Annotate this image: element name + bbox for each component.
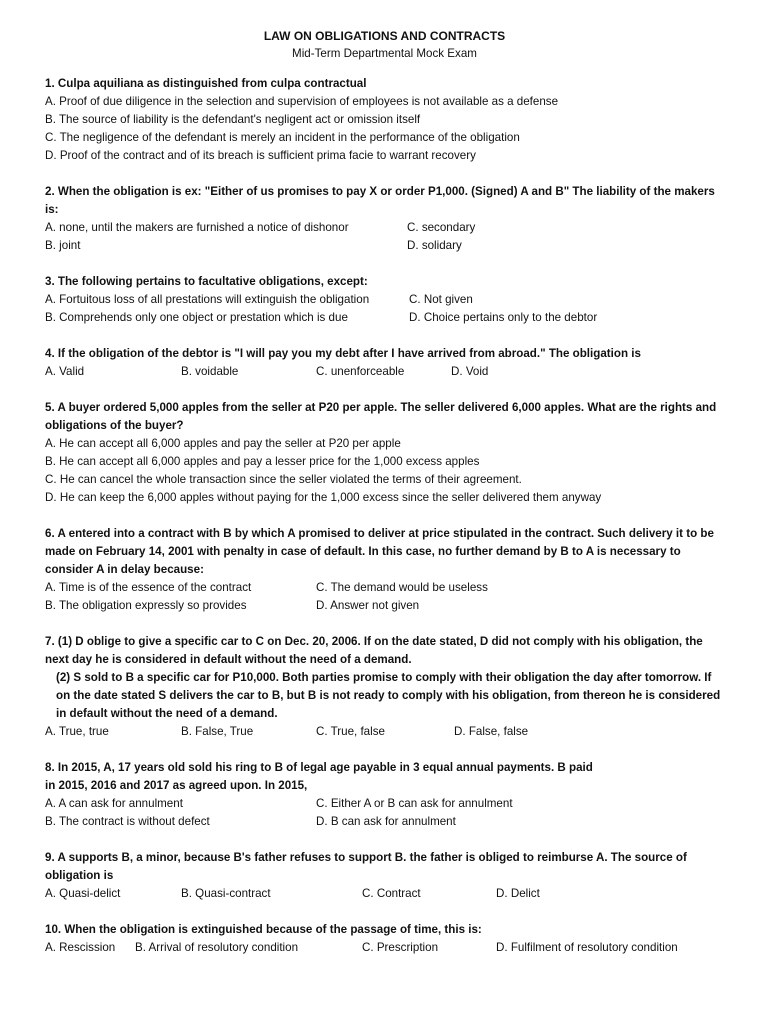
question-3	[45, 273, 724, 327]
document-title: LAW ON OBLIGATIONS AND CONTRACTS	[263, 29, 506, 43]
question-7-option-b: B. False, True	[181, 725, 254, 738]
question-2-options-row-2	[45, 237, 724, 255]
question-3-option-a: A. Fortuitous loss of all prestations will extinguish the obligation	[45, 293, 370, 306]
question-9-option-b: B. Quasi-contract	[181, 887, 271, 900]
question-3-text: 3. The following pertains to facultative obligations, except:	[45, 275, 368, 288]
question-5-option-d: D. He can keep the 6,000 apples without paying for the 1,000 excess since the seller delivered them anyway	[45, 491, 602, 504]
question-9-option-c: C. Contract	[362, 887, 421, 900]
question-8-text-line-1: 8. In 2015, A, 17 years old sold his ring to B of legal age payable in 3 equal annual payments. B paid	[45, 761, 593, 774]
question-7-text-part-1: 7. (1) D oblige to give a specific car to C on Dec. 20, 2006. If on the date stated, D did not comply with his obligation, the next day he is considered in default without the need of a demand.	[45, 635, 703, 666]
question-2-option-c: C. secondary	[407, 221, 476, 234]
question-3-options-row-2	[45, 309, 724, 327]
question-8-text-line-2: in 2015, 2016 and 2017 as agreed upon. In 2015,	[45, 779, 308, 792]
question-6-option-d: D. Answer not given	[316, 599, 420, 612]
question-4-options-row	[45, 363, 724, 381]
question-8-options-row-2	[45, 813, 724, 831]
question-1-option-a: A. Proof of due diligence in the selection and supervision of employees is not available as a defense	[45, 95, 559, 108]
question-3-option-b: B. Comprehends only one object or prestation which is due	[45, 311, 348, 324]
question-9-text: 9. A supports B, a minor, because B's father refuses to support B. the father is obliged to reimburse A. The source of obligation is	[45, 851, 687, 882]
question-2-option-a: A. none, until the makers are furnished a notice of dishonor	[45, 221, 349, 234]
question-2	[45, 183, 724, 255]
question-4	[45, 345, 724, 381]
question-10-option-b: B. Arrival of resolutory condition	[135, 941, 299, 954]
question-5	[45, 399, 724, 507]
question-6	[45, 525, 724, 615]
question-7-option-a: A. True, true	[45, 725, 109, 738]
question-4-option-d: D. Void	[451, 365, 489, 378]
question-9	[45, 849, 724, 903]
question-1	[45, 75, 724, 165]
question-4-option-a: A. Valid	[45, 365, 85, 378]
question-6-text: 6. A entered into a contract with B by which A promised to deliver at price stipulated in the contract. Such delivery it to be made on February 14, 2001 with penalty in case of default. In this case, no further demand by B to A is necessary to consider A in delay because:	[45, 527, 714, 576]
question-5-option-a: A. He can accept all 6,000 apples and pay the seller at P20 per apple	[45, 437, 401, 450]
question-2-options-row-1	[45, 219, 724, 237]
question-5-option-c: C. He can cancel the whole transaction since the seller violated the terms of their agreement.	[45, 473, 522, 486]
question-1-text: 1. Culpa aquiliana as distinguished from culpa contractual	[45, 77, 367, 90]
question-1-option-c: C. The negligence of the defendant is merely an incident in the performance of the obligation	[45, 131, 520, 144]
question-10-option-d: D. Fulfilment of resolutory condition	[496, 941, 678, 954]
question-2-text: 2. When the obligation is ex: "Either of us promises to pay X or order P1,000. (Signed) A and B" The liability of the makers is:	[45, 185, 715, 216]
question-5-option-b: B. He can accept all 6,000 apples and pay a lesser price for the 1,000 excess apples	[45, 455, 480, 468]
question-7-options-row	[45, 723, 724, 741]
question-8-option-a: A. A can ask for annulment	[45, 797, 183, 810]
question-6-options-row-2	[45, 597, 724, 615]
question-7-option-c: C. True, false	[316, 725, 385, 738]
question-6-option-a: A. Time is of the essence of the contract	[45, 581, 252, 594]
question-8-option-c: C. Either A or B can ask for annulment	[316, 797, 513, 810]
question-7-option-d: D. False, false	[454, 725, 529, 738]
question-10	[45, 921, 724, 957]
question-8-option-d: D. B can ask for annulment	[316, 815, 456, 828]
question-6-option-b: B. The obligation expressly so provides	[45, 599, 247, 612]
question-9-options-row	[45, 885, 724, 903]
question-5-text: 5. A buyer ordered 5,000 apples from the seller at P20 per apple. The seller delivered 6,000 apples. What are the rights and obligations of the buyer?	[45, 401, 717, 432]
document-subtitle: Mid-Term Departmental Mock Exam	[292, 47, 477, 60]
question-4-text: 4. If the obligation of the debtor is "I will pay you my debt after I have arrived from abroad." The obligation is	[45, 347, 641, 360]
question-1-option-d: D. Proof of the contract and of its breach is sufficient prima facie to warrant recovery	[45, 149, 476, 162]
question-7	[45, 633, 724, 741]
question-2-option-d: D. solidary	[407, 239, 462, 252]
question-10-options-row	[45, 939, 724, 957]
question-3-option-d: D. Choice pertains only to the debtor	[409, 311, 598, 324]
question-10-text: 10. When the obligation is extinguished because of the passage of time, this is:	[45, 923, 482, 936]
question-6-option-c: C. The demand would be useless	[316, 581, 488, 594]
question-8-options-row-1	[45, 795, 724, 813]
question-4-option-b: B. voidable	[181, 365, 239, 378]
question-8-option-b: B. The contract is without defect	[45, 815, 210, 828]
question-10-option-c: C. Prescription	[362, 941, 439, 954]
question-7-text-part-2: (2) S sold to B a specific car for P10,000. Both parties promise to comply with their obligation the day after tomorrow. If on the date stated S delivers the car to B, but B is not ready to comply with his obligation, from thereon he is considered in default without the need of a demand.	[56, 671, 721, 720]
question-9-option-d: D. Delict	[496, 887, 540, 900]
question-2-option-b: B. joint	[45, 239, 81, 252]
question-6-options-row-1	[45, 579, 724, 597]
question-4-option-c: C. unenforceable	[316, 365, 405, 378]
question-3-option-c: C. Not given	[409, 293, 473, 306]
question-10-option-a: A. Rescission	[45, 941, 116, 954]
question-1-option-b: B. The source of liability is the defendant's negligent act or omission itself	[45, 113, 421, 126]
question-3-options-row-1	[45, 291, 724, 309]
question-9-option-a: A. Quasi-delict	[45, 887, 121, 900]
question-8	[45, 759, 724, 831]
